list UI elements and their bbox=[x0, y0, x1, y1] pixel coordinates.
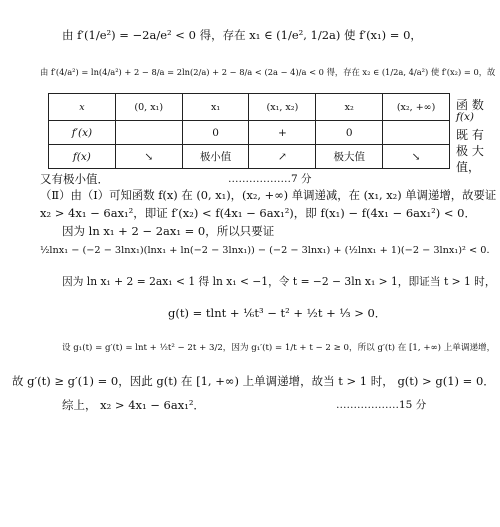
line-7: ½lnx₁ − (−2 − 3lnx₁)(lnx₁ + ln(−2 − 3lnx₁)) − (−2 − 3lnx₁) + (½lnx₁ + 1)(−2 − 3lnx₁)² < 0． bbox=[40, 245, 497, 256]
line-12: 综上， x₂ > 4x₁ − 6ax₁²． bbox=[62, 398, 205, 412]
score-7: ………………7 分 bbox=[228, 173, 312, 185]
line-9: g(t) = tlnt + ⅙t³ − t² + ½t + ⅓ > 0． bbox=[168, 306, 387, 320]
table-cell: ↘ bbox=[383, 145, 450, 169]
side-text-3: 既 有 bbox=[456, 128, 484, 142]
table-cell: ↘ bbox=[115, 145, 182, 169]
score-15: ………………15 分 bbox=[336, 399, 427, 411]
line-5: x₂ > 4x₁ − 6ax₁²，即证 f′(x₂) < f(4x₁ − 6ax₁²)，即 f(x₁) − f(4x₁ − 6ax₁²) < 0． bbox=[40, 206, 476, 220]
table-cell: f(x) bbox=[49, 145, 116, 169]
table-cell: (0, x₁) bbox=[115, 94, 182, 121]
table-row bbox=[49, 145, 450, 169]
table-cell: (x₂, +∞) bbox=[383, 94, 450, 121]
line-4: （Ⅱ）由（Ⅰ）可知函数 f(x) 在 (0, x₁)，(x₂, +∞) 单调递减，在 (x₁, x₂) 单调递增，故要证 bbox=[40, 188, 497, 202]
variation-table bbox=[48, 93, 450, 169]
side-text-1: 函 数 bbox=[456, 98, 484, 112]
table-cell: (x₁, x₂) bbox=[249, 94, 316, 121]
table-cell: x bbox=[49, 94, 116, 121]
table-row bbox=[49, 121, 450, 145]
table-header-row bbox=[49, 94, 450, 121]
line-6: 因为 ln x₁ + 2 − 2ax₁ = 0，所以只要证 bbox=[62, 224, 275, 238]
line-8: 因为 ln x₁ + 2 = 2ax₁ < 1 得 ln x₁ < −1，令 t = −2 − 3ln x₁ > 1，即证当 t > 1 时， bbox=[62, 275, 496, 288]
side-text-4: 极 大 bbox=[456, 144, 484, 158]
table-cell: x₁ bbox=[182, 94, 249, 121]
line-10: 设 g₁(t) = g′(t) = lnt + ½t² − 2t + 3/2，因为 g₁′(t) = 1/t + t − 2 ≥ 0，所以 g′(t) 在 [1, +∞) 上单调递增， bbox=[62, 343, 496, 353]
table-cell: 极大值 bbox=[316, 145, 383, 169]
table-cell: 0 bbox=[182, 121, 249, 145]
side-text-5: 值， bbox=[456, 160, 481, 174]
table-cell: ↗ bbox=[249, 145, 316, 169]
table-cell: + bbox=[249, 121, 316, 145]
table-cell: f′(x) bbox=[49, 121, 116, 145]
table-cell: 极小值 bbox=[182, 145, 249, 169]
table-cell bbox=[115, 121, 182, 145]
table-cell: x₂ bbox=[316, 94, 383, 121]
side-text-2: f(x) bbox=[456, 111, 475, 123]
line-2: 由 f′(4/a²) = ln(4/a²) + 2 − 8/a = 2ln(2/a) + 2 − 8/a < (2a − 4)/a < 0 得，存在 x₂ ∈ (1/2a, 4/a²) 使 f′(x₂) = 0，故 bbox=[40, 67, 496, 77]
table-cell: 0 bbox=[316, 121, 383, 145]
table-cell bbox=[383, 121, 450, 145]
line-3: 又有极小值． bbox=[40, 172, 109, 186]
line-1: 由 f′(1/e²) = −2a/e² < 0 得，存在 x₁ ∈ (1/e², 1/2a) 使 f′(x₁) = 0， bbox=[62, 28, 422, 42]
line-11: 故 g′(t) ≥ g′(1) = 0，因此 g(t) 在 [1, +∞) 上单调递增，故当 t > 1 时， g(t) > g(1) = 0． bbox=[12, 374, 495, 388]
